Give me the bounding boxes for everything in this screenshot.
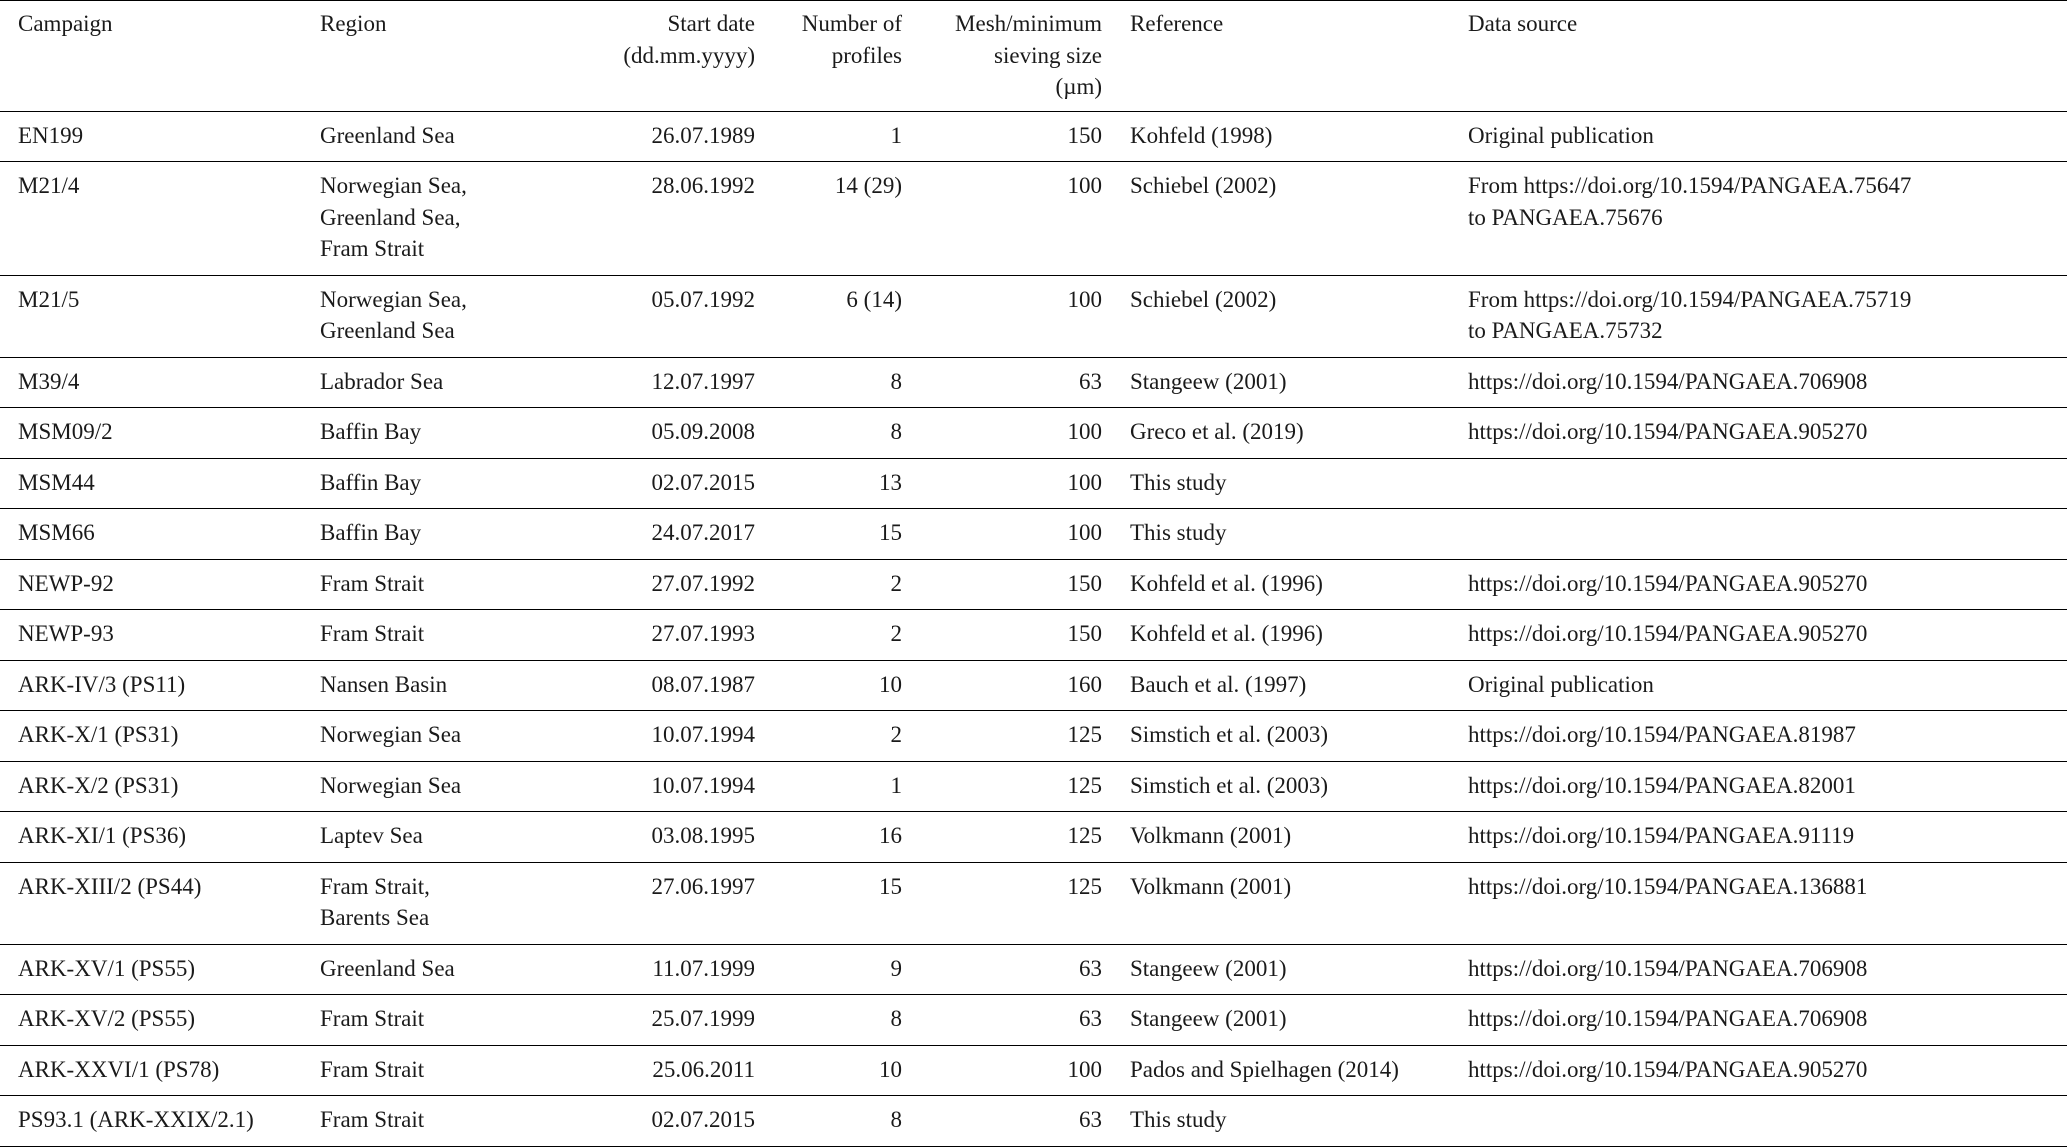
column-header-mesh: Mesh/minimum sieving size (µm) (912, 1, 1112, 112)
cell-campaign: M21/5 (0, 275, 302, 357)
cell-profiles: 15 (765, 862, 912, 944)
column-header-reference: Reference (1112, 1, 1450, 112)
cell-start-date: 27.07.1993 (557, 610, 765, 661)
cell-start-date: 02.07.2015 (557, 458, 765, 509)
cell-region: Greenland Sea (302, 944, 557, 995)
cell-reference: Stangeew (2001) (1112, 357, 1450, 408)
cell-data-source (1450, 509, 2067, 560)
cell-mesh: 63 (912, 357, 1112, 408)
cell-data-source (1450, 458, 2067, 509)
cell-mesh: 100 (912, 275, 1112, 357)
cell-region: Greenland Sea (302, 111, 557, 162)
cell-campaign: MSM66 (0, 509, 302, 560)
cell-data-source: https://doi.org/10.1594/PANGAEA.81987 (1450, 711, 2067, 762)
cell-campaign: PS93.1 (ARK-XXIX/2.1) (0, 1096, 302, 1147)
cell-start-date: 27.07.1992 (557, 559, 765, 610)
cell-campaign: M21/4 (0, 162, 302, 276)
cell-data-source: https://doi.org/10.1594/PANGAEA.706908 (1450, 944, 2067, 995)
table-row (0, 944, 2067, 995)
header-row (0, 1, 2067, 112)
cell-start-date: 27.06.1997 (557, 862, 765, 944)
cell-profiles: 9 (765, 944, 912, 995)
cell-reference: Stangeew (2001) (1112, 995, 1450, 1046)
cell-mesh: 150 (912, 111, 1112, 162)
cell-campaign: NEWP-92 (0, 559, 302, 610)
cell-start-date: 26.07.1989 (557, 111, 765, 162)
cell-mesh: 125 (912, 862, 1112, 944)
cell-data-source: From https://doi.org/10.1594/PANGAEA.75647 to PANGAEA.75676 (1450, 162, 2067, 276)
cell-reference: This study (1112, 458, 1450, 509)
cell-data-source: https://doi.org/10.1594/PANGAEA.905270 (1450, 1045, 2067, 1096)
cell-profiles: 16 (765, 812, 912, 863)
cell-data-source: From https://doi.org/10.1594/PANGAEA.75719 to PANGAEA.75732 (1450, 275, 2067, 357)
cell-profiles: 10 (765, 1045, 912, 1096)
cell-start-date: 05.07.1992 (557, 275, 765, 357)
cell-region: Fram Strait (302, 610, 557, 661)
cell-reference: Pados and Spielhagen (2014) (1112, 1045, 1450, 1096)
cell-start-date: 12.07.1997 (557, 357, 765, 408)
cell-data-source: https://doi.org/10.1594/PANGAEA.905270 (1450, 559, 2067, 610)
cell-profiles: 8 (765, 357, 912, 408)
cell-campaign: MSM44 (0, 458, 302, 509)
cell-mesh: 63 (912, 995, 1112, 1046)
cell-region: Norwegian Sea (302, 761, 557, 812)
cell-data-source: https://doi.org/10.1594/PANGAEA.905270 (1450, 408, 2067, 459)
cell-profiles: 6 (14) (765, 275, 912, 357)
cell-reference: Simstich et al. (2003) (1112, 761, 1450, 812)
table-row (0, 111, 2067, 162)
cell-campaign: NEWP-93 (0, 610, 302, 661)
cell-mesh: 125 (912, 711, 1112, 762)
cell-start-date: 11.07.1999 (557, 944, 765, 995)
cell-reference: Volkmann (2001) (1112, 862, 1450, 944)
table-row (0, 357, 2067, 408)
cell-mesh: 150 (912, 559, 1112, 610)
table-row (0, 761, 2067, 812)
cell-data-source: https://doi.org/10.1594/PANGAEA.706908 (1450, 357, 2067, 408)
cell-campaign: ARK-X/1 (PS31) (0, 711, 302, 762)
cell-profiles: 10 (765, 660, 912, 711)
table-row (0, 812, 2067, 863)
cell-profiles: 8 (765, 408, 912, 459)
cell-start-date: 08.07.1987 (557, 660, 765, 711)
table-row (0, 862, 2067, 944)
cell-mesh: 125 (912, 812, 1112, 863)
cell-profiles: 8 (765, 995, 912, 1046)
cell-data-source: https://doi.org/10.1594/PANGAEA.706908 (1450, 995, 2067, 1046)
cell-region: Fram Strait (302, 1045, 557, 1096)
cell-start-date: 02.07.2015 (557, 1096, 765, 1147)
column-header-profiles: Number of profiles (765, 1, 912, 112)
cell-profiles: 13 (765, 458, 912, 509)
cell-region: Fram Strait (302, 559, 557, 610)
cell-data-source: https://doi.org/10.1594/PANGAEA.905270 (1450, 610, 2067, 661)
cell-mesh: 160 (912, 660, 1112, 711)
cell-mesh: 63 (912, 944, 1112, 995)
cell-campaign: ARK-XI/1 (PS36) (0, 812, 302, 863)
cell-region: Baffin Bay (302, 458, 557, 509)
cell-profiles: 1 (765, 761, 912, 812)
cell-region: Fram Strait (302, 1096, 557, 1147)
cell-start-date: 10.07.1994 (557, 761, 765, 812)
table-row (0, 1045, 2067, 1096)
cell-campaign: ARK-IV/3 (PS11) (0, 660, 302, 711)
table-body (0, 111, 2067, 1146)
cell-campaign: EN199 (0, 111, 302, 162)
cell-region: Fram Strait, Barents Sea (302, 862, 557, 944)
cell-profiles: 2 (765, 559, 912, 610)
cell-campaign: ARK-XXVI/1 (PS78) (0, 1045, 302, 1096)
cell-reference: Volkmann (2001) (1112, 812, 1450, 863)
cell-profiles: 8 (765, 1096, 912, 1147)
cell-profiles: 1 (765, 111, 912, 162)
column-header-region: Region (302, 1, 557, 112)
cell-mesh: 100 (912, 408, 1112, 459)
column-header-campaign: Campaign (0, 1, 302, 112)
cell-reference: Stangeew (2001) (1112, 944, 1450, 995)
cell-profiles: 15 (765, 509, 912, 560)
cell-mesh: 150 (912, 610, 1112, 661)
cell-start-date: 28.06.1992 (557, 162, 765, 276)
table-row (0, 458, 2067, 509)
table-row (0, 275, 2067, 357)
cell-data-source: Original publication (1450, 111, 2067, 162)
cell-start-date: 25.07.1999 (557, 995, 765, 1046)
cell-reference: Schiebel (2002) (1112, 275, 1450, 357)
table-row (0, 408, 2067, 459)
column-header-data-source: Data source (1450, 1, 2067, 112)
cell-reference: Greco et al. (2019) (1112, 408, 1450, 459)
cell-data-source: https://doi.org/10.1594/PANGAEA.82001 (1450, 761, 2067, 812)
cell-campaign: M39/4 (0, 357, 302, 408)
table-row (0, 509, 2067, 560)
cell-data-source: Original publication (1450, 660, 2067, 711)
table-row (0, 162, 2067, 276)
cell-region: Fram Strait (302, 995, 557, 1046)
cell-region: Laptev Sea (302, 812, 557, 863)
cell-mesh: 125 (912, 761, 1112, 812)
cell-profiles: 14 (29) (765, 162, 912, 276)
cell-data-source (1450, 1096, 2067, 1147)
cell-campaign: ARK-XV/1 (PS55) (0, 944, 302, 995)
cell-data-source: https://doi.org/10.1594/PANGAEA.91119 (1450, 812, 2067, 863)
cell-profiles: 2 (765, 610, 912, 661)
table-header (0, 1, 2067, 112)
table-row (0, 995, 2067, 1046)
cell-mesh: 100 (912, 162, 1112, 276)
cell-region: Norwegian Sea, Greenland Sea (302, 275, 557, 357)
cell-campaign: MSM09/2 (0, 408, 302, 459)
cell-data-source: https://doi.org/10.1594/PANGAEA.136881 (1450, 862, 2067, 944)
cell-region: Baffin Bay (302, 509, 557, 560)
table-row (0, 559, 2067, 610)
cell-region: Norwegian Sea, Greenland Sea, Fram Strait (302, 162, 557, 276)
cell-mesh: 100 (912, 458, 1112, 509)
cell-profiles: 2 (765, 711, 912, 762)
cell-reference: Kohfeld et al. (1996) (1112, 610, 1450, 661)
cell-reference: Kohfeld (1998) (1112, 111, 1450, 162)
cell-reference: Schiebel (2002) (1112, 162, 1450, 276)
cell-reference: Bauch et al. (1997) (1112, 660, 1450, 711)
table-row (0, 1096, 2067, 1147)
cell-mesh: 63 (912, 1096, 1112, 1147)
cell-mesh: 100 (912, 1045, 1112, 1096)
cell-region: Baffin Bay (302, 408, 557, 459)
cell-reference: This study (1112, 509, 1450, 560)
cell-start-date: 10.07.1994 (557, 711, 765, 762)
cell-region: Labrador Sea (302, 357, 557, 408)
cell-reference: Kohfeld et al. (1996) (1112, 559, 1450, 610)
cell-start-date: 05.09.2008 (557, 408, 765, 459)
column-header-start-date: Start date (dd.mm.yyyy) (557, 1, 765, 112)
cell-region: Nansen Basin (302, 660, 557, 711)
table-row (0, 660, 2067, 711)
table-row (0, 610, 2067, 661)
cell-mesh: 100 (912, 509, 1112, 560)
table-row (0, 711, 2067, 762)
cell-region: Norwegian Sea (302, 711, 557, 762)
cell-campaign: ARK-XV/2 (PS55) (0, 995, 302, 1046)
cell-reference: This study (1112, 1096, 1450, 1147)
cell-start-date: 24.07.2017 (557, 509, 765, 560)
cell-campaign: ARK-X/2 (PS31) (0, 761, 302, 812)
cell-start-date: 03.08.1995 (557, 812, 765, 863)
cell-start-date: 25.06.2011 (557, 1045, 765, 1096)
cell-reference: Simstich et al. (2003) (1112, 711, 1450, 762)
cell-campaign: ARK-XIII/2 (PS44) (0, 862, 302, 944)
